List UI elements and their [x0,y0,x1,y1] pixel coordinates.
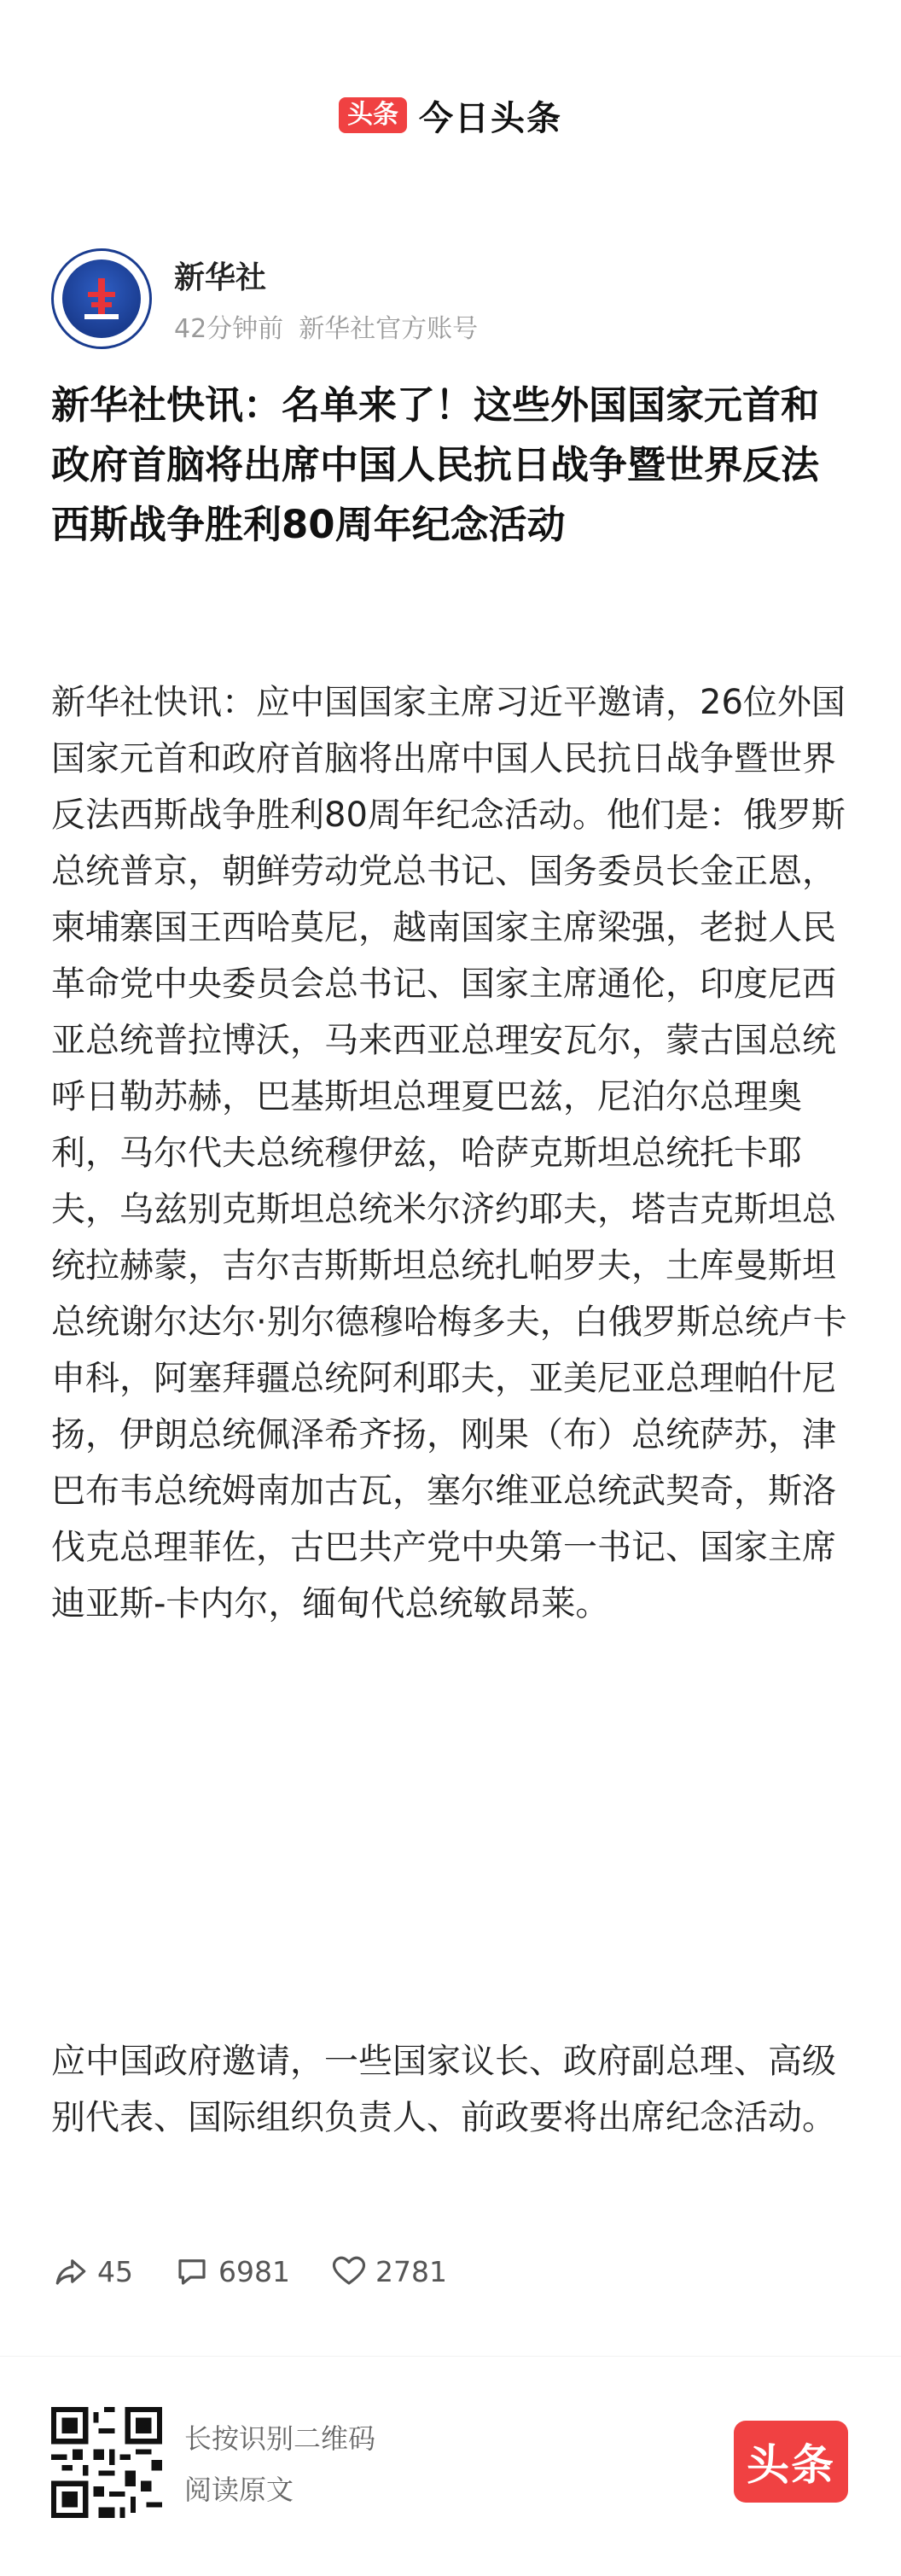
qr-code-icon[interactable] [51,2407,162,2518]
like-button[interactable] [331,2253,447,2289]
toutiao-footer-logo: 头条 [734,2421,848,2503]
toutiao-logo: 头条 [339,97,407,133]
share-count: 45 [97,2254,133,2288]
heart-icon [331,2253,367,2289]
read-original-link[interactable]: 阅读原文 [184,2474,294,2506]
footer-text [184,2417,375,2508]
article-title: 新华社快讯：名单来了！这些外国国家元首和政府首脑将出席中国人民抗日战争暨世界反法西斯战争胜利80周年纪念活动 [51,382,820,547]
action-bar [53,2253,447,2289]
author-row[interactable] [51,248,478,350]
article-paragraph: 应中国政府邀请，一些国家议长、政府副总理、高级别代表、国际组织负责人、前政要将出席纪念活动。 [51,2042,836,2137]
account-type: 新华社官方账号 [299,313,479,344]
qr-hint: 长按识别二维码 [184,2422,376,2455]
share-icon [53,2253,89,2289]
author-meta [174,254,478,345]
xinhua-emblem-icon [62,259,141,338]
avatar[interactable] [51,248,152,349]
divider [0,2356,901,2357]
comment-button[interactable] [174,2253,290,2289]
app-name: 今日头条 [419,98,562,138]
article-paragraph: 新华社快讯：应中国国家主席习近平邀请，26位外国国家元首和政府首脑将出席中国人民抗日战争暨世界反法西斯战争胜利80周年纪念活动。他们是：俄罗斯总统普京，朝鲜劳动党总书记、国务委员长金正恩，柬埔寨国王西哈莫尼，越南国家主席梁强，老挝人民革命党中央委员会总书记、国家主席通伦，印度尼西亚总统普拉博沃，马来西亚总理安瓦尔，蒙古国总统呼日勒苏赫，巴基斯坦总理夏巴兹，尼泊尔总理奥利，马尔代夫总统穆伊兹，哈萨克斯坦总统托卡耶夫，乌兹别克斯坦总统米尔济约耶夫，塔吉克斯坦总统拉赫蒙，吉尔吉斯斯坦总统扎帕罗夫，土库曼斯坦总统谢尔达尔·别尔德穆哈梅多夫，白俄罗斯总统卢卡申科，阿塞拜疆总统阿利耶夫，亚美尼亚总理帕什尼扬，伊朗总统佩泽希齐扬，刚果（布）总统萨苏，津巴布韦总统姆南加古瓦，塞尔维亚总统武契奇，斯洛伐克总理菲佐，古巴共产党中央第一书记、国家主席迪亚斯-卡内尔，缅甸代总统敏昂莱。 [51,683,847,1623]
comment-icon [174,2253,210,2289]
author-name[interactable]: 新华社 [174,259,267,295]
like-count: 2781 [375,2254,447,2288]
author-subline [174,307,478,345]
app-header [0,85,901,145]
publish-time: 42分钟前 [174,313,284,344]
footer [51,2407,375,2518]
comment-count: 6981 [218,2254,290,2288]
share-button[interactable] [53,2253,133,2289]
